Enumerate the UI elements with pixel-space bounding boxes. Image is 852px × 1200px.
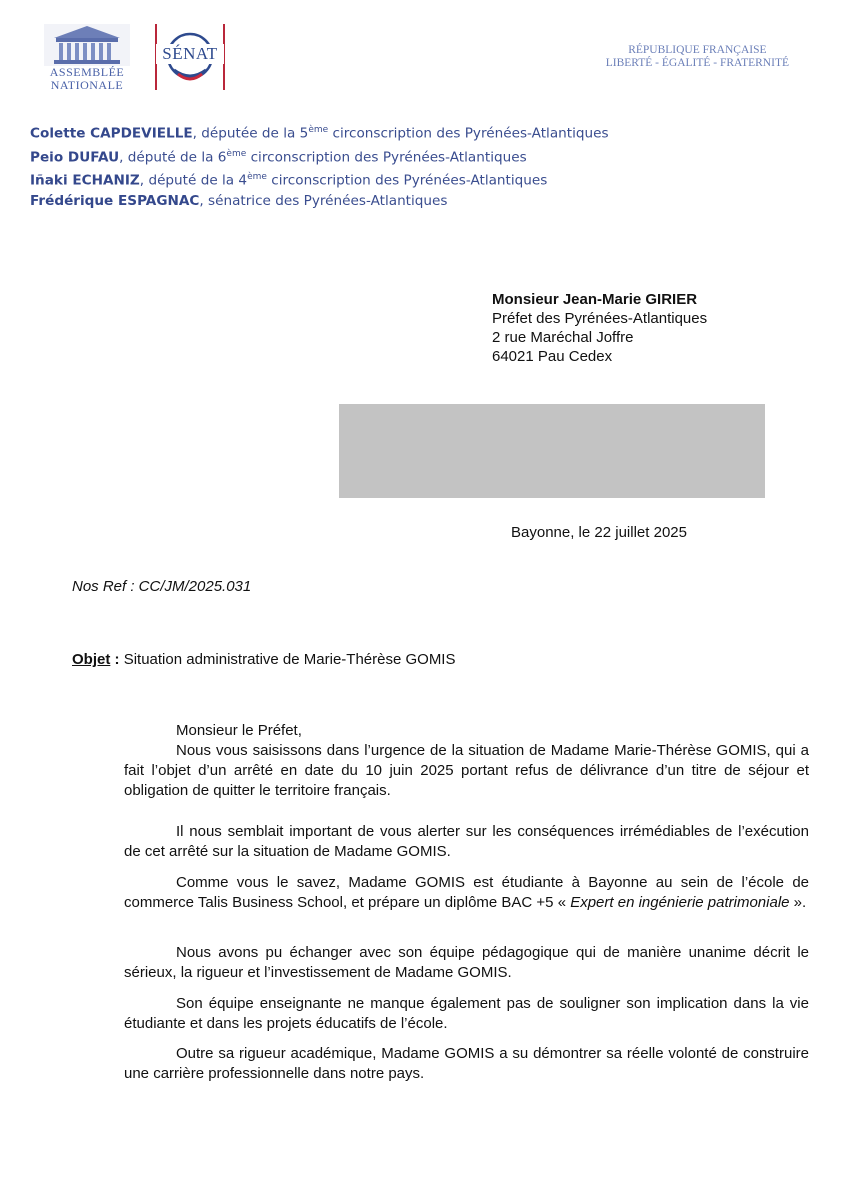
recipient-name: Monsieur Jean-Marie GIRIER	[492, 291, 698, 308]
sender-line: Frédérique ESPAGNAC, sénatrice des Pyrénées-Atlantiques	[30, 192, 448, 209]
recipient-address	[492, 290, 707, 366]
senat-label: SÉNAT	[156, 44, 224, 64]
paragraph: Nous vous saisissons dans l’urgence de la situation de Madame Marie-Thérèse GOMIS, qui a fait l’objet d’un arrêté en date du 10 juin 2025 portant refus de délivrance d’un titre de séjour et obligation de quitter le territoire français.	[124, 742, 809, 799]
paragraph: Comme vous le savez, Madame GOMIS est étudiante à Bayonne au sein de l’école de commerce Talis Business School, et prépare un diplôme BAC +5 « Expert en ingénierie patrimoniale ».	[124, 874, 809, 911]
salutation: Monsieur le Préfet,	[176, 722, 302, 739]
recipient-city: 64021 Pau Cedex	[492, 348, 613, 365]
subject-label: Objet	[72, 651, 111, 668]
subject-text: Situation administrative de Marie-Thérèse GOMIS	[123, 651, 456, 668]
redacted-block	[339, 404, 765, 498]
reference: Nos Ref : CC/JM/2025.031	[72, 578, 252, 595]
assemblee-label: ASSEMBLÉE NATIONALE	[49, 65, 125, 92]
letter-date: Bayonne, le 22 juillet 2025	[511, 524, 687, 541]
assemblee-building-icon	[44, 24, 130, 66]
paragraph: Outre sa rigueur académique, Madame GOMIS a su démontrer sa réelle volonté de construire une carrière professionnelle dans notre pays.	[124, 1045, 809, 1082]
assemblee-nationale-logo	[44, 24, 130, 92]
paragraph: Son équipe enseignante ne manque également pas de souligner son implication dans la vie étudiante et dans les projets éducatifs de l’école.	[124, 995, 809, 1032]
republic-motto: LIBERTÉ - ÉGALITÉ - FRATERNITÉ	[605, 57, 789, 69]
sender-line: Peio DUFAU, député de la 6ème circonscription des Pyrénées-Atlantiques	[30, 148, 527, 166]
recipient-title: Préfet des Pyrénées-Atlantiques	[492, 310, 708, 327]
senat-logo	[154, 22, 226, 92]
republique-francaise-header	[606, 44, 789, 70]
sender-line: Colette CAPDEVIELLE, députée de la 5ème circonscription des Pyrénées-Atlantiques	[30, 125, 609, 142]
paragraph: Nous avons pu échanger avec son équipe pédagogique qui de manière unanime décrit le sérieux, la rigueur et l’investissement de Madame GOMIS.	[124, 944, 809, 981]
paragraph: Il nous semblait important de vous alerter sur les conséquences irrémédiables de l’exécution de cet arrêté sur la situation de Madame GOMIS.	[124, 823, 809, 860]
sender-list	[30, 120, 609, 211]
recipient-street: 2 rue Maréchal Joffre	[492, 329, 634, 346]
republic-title: RÉPUBLIQUE FRANÇAISE	[628, 44, 767, 56]
sender-line: Iñaki ECHANIZ, député de la 4ème circonscription des Pyrénées-Atlantiques	[30, 172, 548, 189]
letter-subject: Objet : Situation administrative de Marie-Thérèse GOMIS	[72, 651, 456, 668]
